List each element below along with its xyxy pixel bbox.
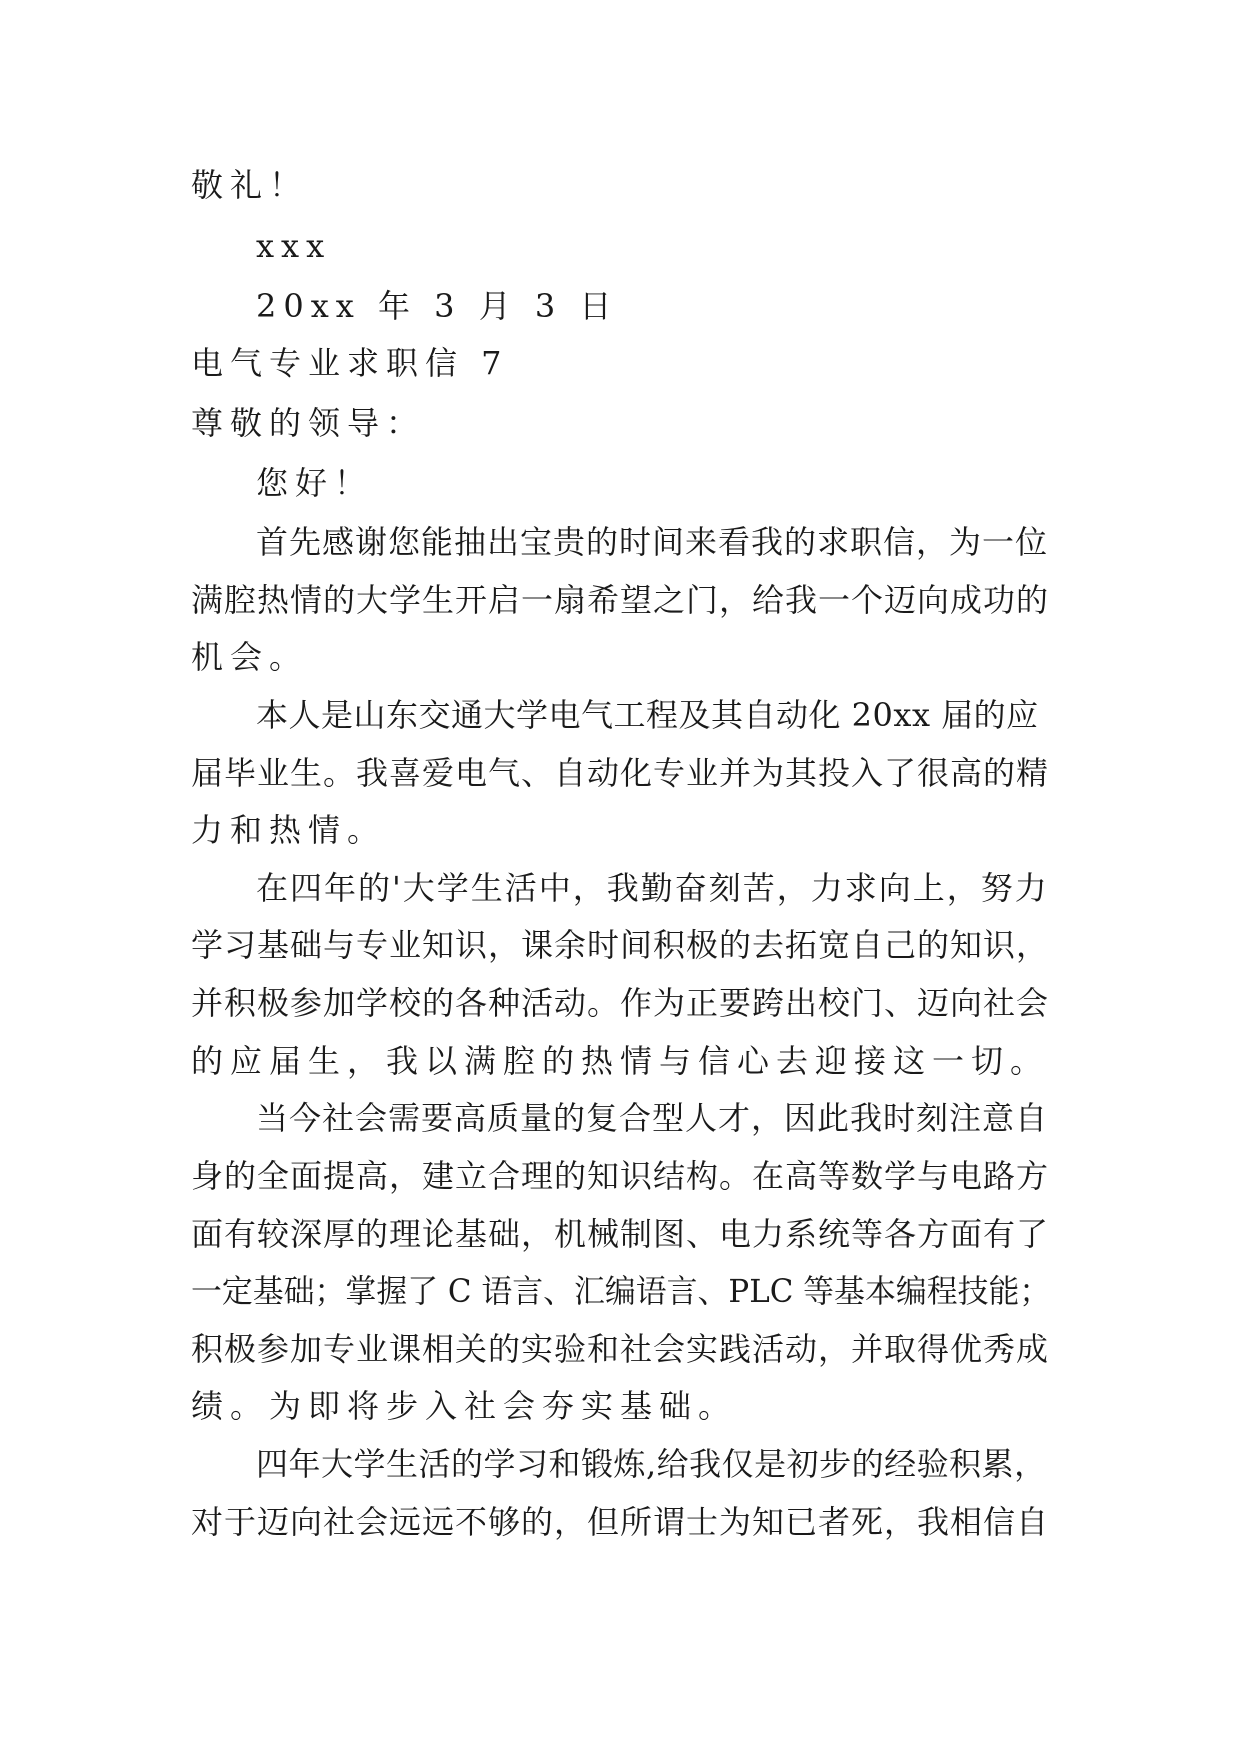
paragraph-line: 身的全面提高，建立合理的知识结构。在高等数学与电路方 — [191, 1157, 1050, 1195]
paragraph-line: 对于迈向社会远远不够的，但所谓士为知已者死，我相信自 — [191, 1503, 1050, 1541]
salutation: 尊敬的领导： — [191, 404, 426, 442]
paragraph-line: 本人是山东交通大学电气工程及其自动化 20xx 届的应 — [256, 696, 1039, 734]
paragraph-line: 在四年的'大学生活中，我勤奋刻苦，力求向上，努力 — [256, 869, 1049, 907]
paragraph-line: 届毕业生。我喜爱电气、自动化专业并为其投入了很高的精 — [191, 754, 1050, 792]
paragraph-line: 当今社会需要高质量的复合型人才，因此我时刻注意自 — [256, 1099, 1049, 1137]
date-line: 20xx 年 3 月 3 日 — [256, 287, 619, 325]
paragraph-line: 的应届生，我以满腔的热情与信心去迎接这一切。 — [191, 1042, 1050, 1080]
paragraph-line: 积极参加专业课相关的实验和社会实践活动，并取得优秀成 — [191, 1330, 1050, 1368]
greeting: 您好！ — [256, 464, 374, 502]
document-title: 电气专业求职信 7 — [191, 344, 509, 382]
paragraph-line: 力和热情。 — [191, 811, 387, 849]
paragraph-line: 绩。为即将步入社会夯实基础。 — [191, 1387, 738, 1425]
paragraph-line: 首先感谢您能抽出宝贵的时间来看我的求职信，为一位 — [256, 523, 1049, 561]
signature: xxx — [256, 227, 332, 265]
paragraph-line: 并积极参加学校的各种活动。作为正要跨出校门、迈向社会 — [191, 984, 1050, 1022]
paragraph-line: 面有较深厚的理论基础，机械制图、电力系统等各方面有了 — [191, 1215, 1050, 1253]
closing-line: 敬礼！ — [191, 166, 309, 204]
paragraph-line: 机会。 — [191, 638, 309, 676]
paragraph-line: 一定基础；掌握了 C 语言、汇编语言、PLC 等基本编程技能； — [191, 1272, 1051, 1310]
paragraph-line: 四年大学生活的学习和锻炼,给我仅是初步的经验积累， — [256, 1445, 1047, 1483]
paragraph-line: 满腔热情的大学生开启一扇希望之门，给我一个迈向成功的 — [191, 581, 1050, 619]
paragraph-line: 学习基础与专业知识，课余时间积极的去拓宽自己的知识， — [191, 926, 1050, 964]
